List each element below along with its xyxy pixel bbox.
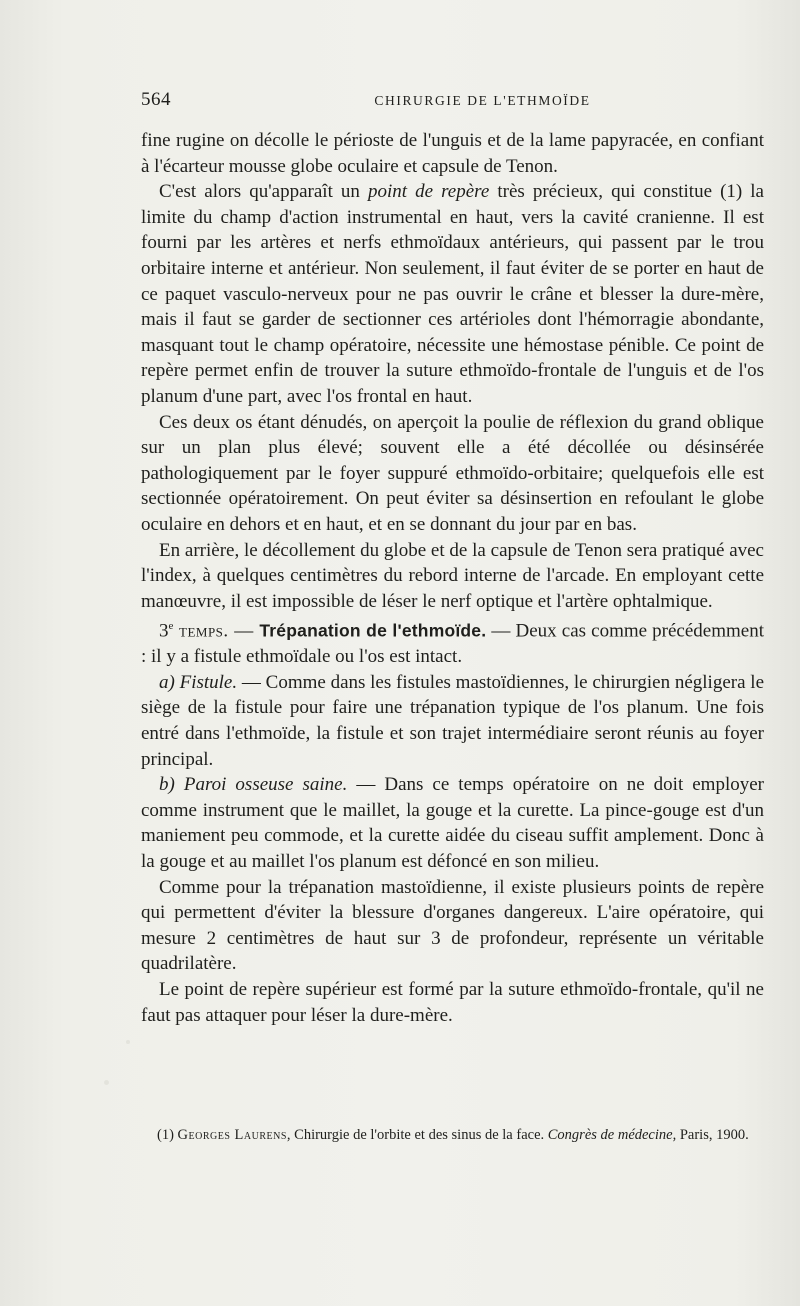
footnote-marker: (1)	[157, 1127, 178, 1143]
paragraph	[141, 977, 764, 1028]
paragraph	[141, 410, 764, 538]
paper-stain	[126, 1040, 130, 1044]
paper-stain	[104, 1080, 109, 1085]
ordinal-suffix: e	[168, 620, 174, 633]
paragraph-text: Comme pour la trépanation mastoïdienne, il existe plusieurs points de repère qui permettent d'éviter la blessure d'organes dangereux. L'aire opératoire, qui mesure 2 centimètres de haut sur 3 de profondeur, représente un véritable quadrilatère.	[141, 876, 764, 975]
body-text	[141, 128, 764, 1028]
step-label: temps. —	[173, 620, 260, 642]
footnote-author: Georges Laurens	[177, 1127, 287, 1143]
paragraph-text: très précieux, qui constitue (1) la limite du champ d'action instrumental en haut, vers la cavité cranienne. Il est fourni par les artères et nerfs ethmoïdaux antérieurs, qui passent par le trou orbitaire interne et antérieur. Non seulement, il faut éviter de se porter en haut de ce paquet vasculo-nerveux pour ne pas ouvrir le crâne et blesser la dure-mère, mais il faut se garder de sectionner ces artérioles dont l'hémorragie abondante, masquant tout le champ opératoire, nécessite une hémostase pénible. Ce point de repère permet enfin de trouver la suture ethmoïdo-frontale de l'unguis et de l'os planum d'une part, avec l'os frontal en haut.	[141, 181, 764, 407]
paragraph-text: fine rugine on décolle le périoste de l'unguis et de la lame papyracée, en confiant à l'écarteur mousse globe oculaire et capsule de Tenon.	[141, 130, 764, 177]
paragraph	[141, 670, 764, 772]
paragraph-text: En arrière, le décollement du globe et de la capsule de Tenon sera pratiqué avec l'index, à quelques centimètres du rebord interne de l'arcade. En employant cette manœuvre, il est impossible de léser le nerf optique et l'artère ophtalmique.	[141, 539, 764, 612]
running-head	[141, 91, 764, 115]
paragraph-text: — Deux cas comme précédemment : il y a fistule ethmoïdale ou l'os est intact.	[141, 620, 765, 668]
paragraph-text: Ces deux os étant dénudés, on aperçoit la poulie de réflexion du grand oblique sur un plan plus élevé; souvent elle a été décollée ou désinsérée pathologiquement par le foyer suppuré ethmoïdo-orbitaire; quelquefois elle est sectionnée opératoirement. On peut éviter sa désinsertion en refoulant le globe oculaire en dehors et en haut, et en se donnant du jour par en bas.	[141, 411, 764, 535]
paragraph	[141, 538, 764, 615]
section-heading: Trépanation de l'ethmoïde.	[259, 620, 487, 641]
footnote-text: , Chirurgie de l'orbite et des sinus de la face.	[286, 1127, 548, 1143]
paragraph	[141, 772, 764, 874]
emphasis-text: Fistule.	[179, 671, 238, 693]
paragraph	[141, 614, 764, 670]
running-title: CHIRURGIE DE L'ETHMOÏDE	[374, 93, 591, 108]
footnote-text: Paris, 1900.	[676, 1127, 749, 1143]
paragraph	[141, 128, 764, 179]
case-label: b)	[159, 774, 184, 796]
emphasis-text: Paroi osseuse saine.	[183, 774, 348, 796]
footnote	[141, 1126, 764, 1145]
paragraph-text: — Comme dans les fistules mastoïdiennes, le chirurgien négligera le siège de la fistule pour faire une trépanation typique de l'os planum. Une fois entré dans l'ethmoïde, la fistule et son trajet intermédiaire seront réunis au foyer principal.	[141, 671, 765, 770]
paragraph-text: Le point de repère supérieur est formé par la suture ethmoïdo-frontale, qu'il ne faut pas attaquer pour léser la dure-mère.	[141, 978, 764, 1026]
case-label: a)	[159, 671, 180, 693]
footnote-emphasis: Congrès de médecine,	[547, 1127, 677, 1143]
step-number: 3	[159, 620, 169, 642]
paragraph	[141, 179, 764, 409]
page-number: 564	[141, 89, 171, 110]
paragraph-text: C'est alors qu'apparaît un	[159, 181, 368, 203]
emphasis-text: point de repère	[368, 181, 490, 203]
paragraph-text: — Dans ce temps opératoire on ne doit employer comme instrument que le maillet, la gouge et la curette. La pince-gouge est d'un maniement peu commode, et la curette aidée du ciseau suffit amplement. Donc à la gouge et au maillet l'os planum est défoncé en son milieu.	[141, 774, 764, 872]
paragraph	[141, 875, 764, 977]
